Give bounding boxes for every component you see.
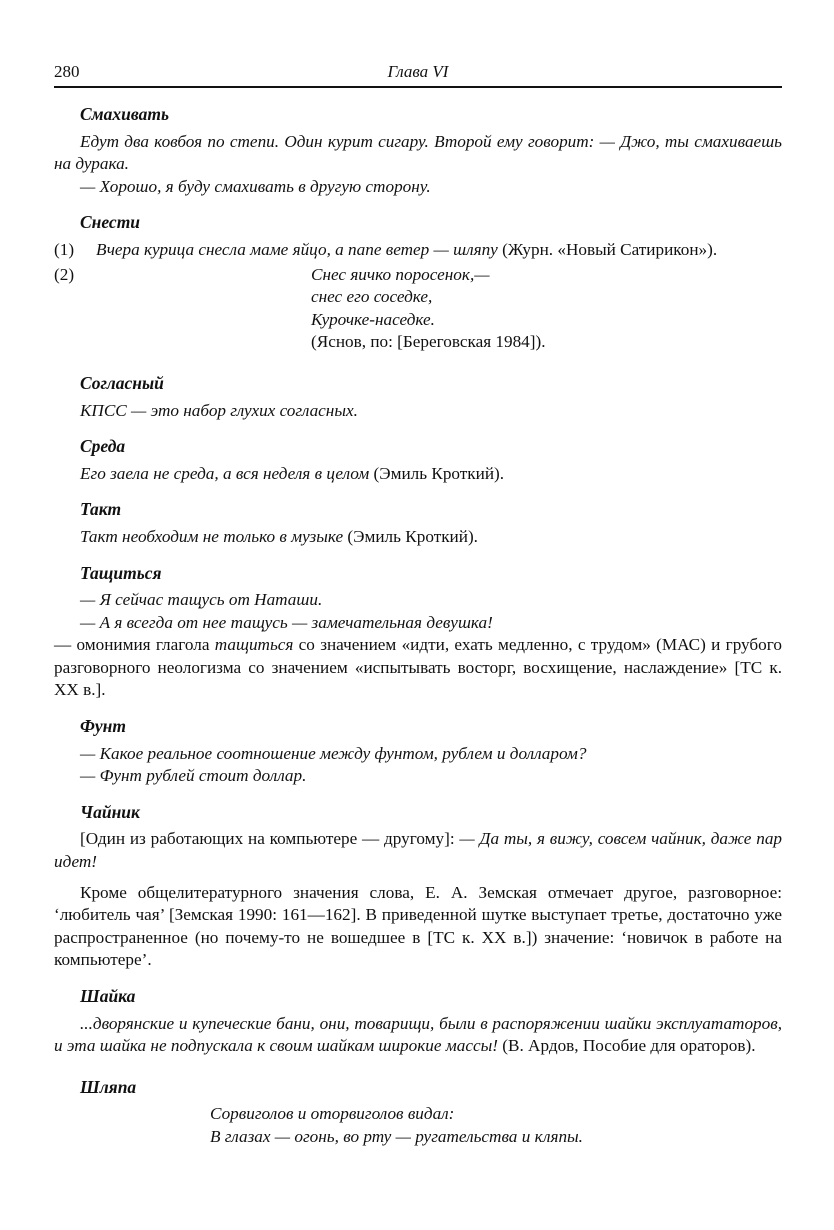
- poem-line: Курочке-наседке.: [311, 309, 435, 329]
- entry-context: [Один из работающих на компьютере — другому]:: [80, 829, 460, 849]
- entry-text: [80, 526, 782, 549]
- page-header: [54, 62, 782, 88]
- commentary: [54, 634, 782, 702]
- poem: [311, 264, 782, 354]
- commentary-term: тащиться: [214, 635, 294, 655]
- entry-text: КПСС — это набор глухих согласных.: [80, 400, 358, 420]
- entry-title-sreda: Среда: [80, 436, 126, 457]
- entry-source: (Эмиль Кроткий).: [369, 463, 505, 483]
- entry-source: (Эмиль Кроткий).: [343, 526, 478, 546]
- entry-title-shaika: Шайка: [80, 986, 136, 1006]
- entry-title-chainik: Чайник: [80, 801, 140, 822]
- entry-title-tashchitsya: Тащиться: [80, 562, 162, 583]
- entry-text: — Хорошо, я буду смахивать в другую сторону.: [80, 176, 431, 196]
- entry-quote: Такт необходим не только в музыке: [80, 526, 344, 546]
- entry-quote: Его заела не среда, а вся неделя в целом: [80, 463, 370, 483]
- entry-text: [54, 1013, 782, 1058]
- page-number: 280: [54, 62, 80, 81]
- poem-line: Снес яичко поросенок,—: [311, 264, 490, 284]
- entry-title-soglasny: Согласный: [80, 372, 164, 393]
- chapter-title: Глава VI: [387, 62, 449, 81]
- entry-title-funt: Фунт: [80, 716, 126, 737]
- dialogue-line: — Я сейчас тащусь от Наташи.: [80, 590, 323, 610]
- dialogue-line: — Фунт рублей стоит доллар.: [80, 766, 307, 786]
- entry-title-snesti: Снести: [80, 212, 141, 233]
- entry-title-takt: Такт: [80, 499, 122, 520]
- entry-quote: — Да ты, я вижу, совсем чайник, даже пар идет!: [54, 829, 783, 872]
- entry-source: (В. Ардов, Пособие для ораторов).: [497, 1036, 756, 1056]
- poem-line: В глазах — огонь, во рту — ругательства и кляпы.: [210, 1126, 583, 1146]
- example-1: [54, 239, 782, 262]
- dictionary-entries: [54, 103, 782, 1149]
- dialogue-line: — А я всегда от нее тащусь — замечательная девушка!: [80, 612, 493, 632]
- poem-line: снес его соседке,: [311, 287, 433, 307]
- entry-text: [80, 463, 782, 486]
- poem-line: Сорвиголов и оторвиголов видал:: [210, 1104, 455, 1124]
- commentary-part: — омонимия глагола: [54, 635, 215, 655]
- example-number: (1): [54, 239, 75, 259]
- commentary: Кроме общелитературного значения слова, Е. А. Земская отмечает другое, разговорное: ‘любитель чая’ [Земская 1990: 161—162]. В приведенной шутке выступает третье, достаточно уже распространенное (но почему-то не вошедшее в [ТС к. ХХ в.]) значение: ‘новичок в работе на компьютере’.: [54, 882, 782, 970]
- commentary-part: со значением «идти, ехать медленно, с трудом» (МАС) и грубого разговорного неологизма со значением «испытывать восторг, восхищение, наслаждение» [ТС к. ХХ в.].: [54, 635, 782, 700]
- entry-text: [54, 828, 782, 873]
- poem-source: (Яснов, по: [Береговская 1984]).: [311, 332, 546, 352]
- entry-title-smakhivat: Смахивать: [80, 104, 169, 124]
- entry-title-shlyapa: Шляпа: [80, 1076, 137, 1097]
- dialogue-line: — Какое реальное соотношение между фунтом, рублем и долларом?: [80, 743, 587, 763]
- example-number: (2): [54, 264, 75, 284]
- entry-quote: ...дворянские и купеческие бани, они, товарищи, были в распоряжении шайки эксплуататоров, и эта шайка не подпускала к своим шайкам широкие массы!: [54, 1013, 782, 1056]
- example-text: Вчера курица снесла маме яйцо, а папе ветер — шляпу: [96, 239, 498, 259]
- example-source: (Журн. «Новый Сатирикон»).: [497, 239, 718, 259]
- poem: [210, 1103, 782, 1148]
- book-page: [54, 62, 782, 1149]
- entry-text: Едут два ковбоя по степи. Один курит сигару. Второй ему говорит: — Джо, ты смахиваешь на дурака.: [54, 131, 782, 174]
